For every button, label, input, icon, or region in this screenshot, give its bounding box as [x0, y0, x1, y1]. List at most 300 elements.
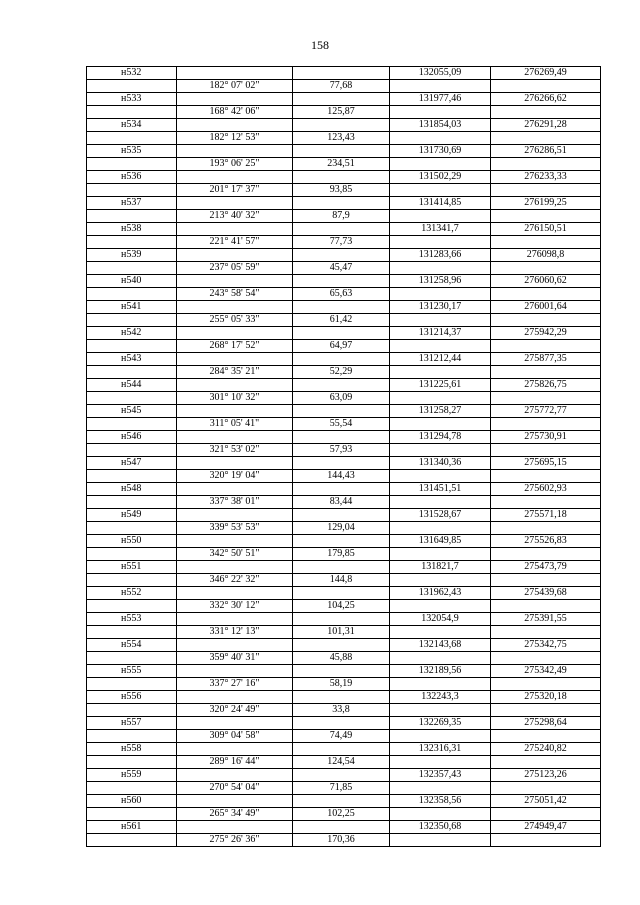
x-coordinate: 131502,29 — [390, 171, 491, 184]
segment-length: 129,04 — [293, 522, 390, 535]
direction-angle: 337° 38' 01" — [177, 496, 293, 509]
empty-cell — [177, 93, 293, 106]
segment-length: 74,49 — [293, 730, 390, 743]
point-row — [87, 145, 601, 158]
point-name: н533 — [87, 93, 177, 106]
empty-cell — [293, 535, 390, 548]
point-row — [87, 249, 601, 262]
segment-length: 179,85 — [293, 548, 390, 561]
y-coordinate: 275342,49 — [491, 665, 601, 678]
empty-cell — [293, 665, 390, 678]
empty-cell — [491, 678, 601, 691]
point-name: н538 — [87, 223, 177, 236]
empty-cell — [491, 626, 601, 639]
empty-cell — [491, 158, 601, 171]
segment-row — [87, 184, 601, 197]
empty-cell — [491, 652, 601, 665]
direction-angle: 337° 27' 16" — [177, 678, 293, 691]
direction-angle: 255° 05' 33" — [177, 314, 293, 327]
empty-cell — [293, 353, 390, 366]
empty-cell — [87, 834, 177, 847]
empty-cell — [177, 249, 293, 262]
coordinates-table-body — [87, 67, 601, 847]
empty-cell — [177, 197, 293, 210]
y-coordinate: 275571,18 — [491, 509, 601, 522]
x-coordinate: 132054,9 — [390, 613, 491, 626]
empty-cell — [390, 548, 491, 561]
segment-length: 83,44 — [293, 496, 390, 509]
empty-cell — [87, 236, 177, 249]
empty-cell — [491, 782, 601, 795]
point-row — [87, 93, 601, 106]
point-row — [87, 275, 601, 288]
empty-cell — [87, 626, 177, 639]
empty-cell — [491, 444, 601, 457]
segment-length: 63,09 — [293, 392, 390, 405]
empty-cell — [390, 496, 491, 509]
segment-length: 101,31 — [293, 626, 390, 639]
x-coordinate: 131225,61 — [390, 379, 491, 392]
empty-cell — [87, 158, 177, 171]
y-coordinate: 276266,62 — [491, 93, 601, 106]
segment-length: 52,29 — [293, 366, 390, 379]
point-name: н541 — [87, 301, 177, 314]
empty-cell — [390, 834, 491, 847]
x-coordinate: 131821,7 — [390, 561, 491, 574]
empty-cell — [390, 730, 491, 743]
empty-cell — [177, 119, 293, 132]
empty-cell — [491, 262, 601, 275]
x-coordinate: 131528,67 — [390, 509, 491, 522]
point-name: н545 — [87, 405, 177, 418]
empty-cell — [87, 496, 177, 509]
direction-angle: 309° 04' 58" — [177, 730, 293, 743]
empty-cell — [390, 184, 491, 197]
y-coordinate: 275320,18 — [491, 691, 601, 704]
empty-cell — [87, 574, 177, 587]
empty-cell — [293, 639, 390, 652]
y-coordinate: 275942,29 — [491, 327, 601, 340]
empty-cell — [390, 236, 491, 249]
empty-cell — [87, 600, 177, 613]
point-name: н546 — [87, 431, 177, 444]
point-row — [87, 769, 601, 782]
point-row — [87, 587, 601, 600]
empty-cell — [390, 392, 491, 405]
point-name: н550 — [87, 535, 177, 548]
empty-cell — [87, 106, 177, 119]
segment-length: 71,85 — [293, 782, 390, 795]
empty-cell — [293, 327, 390, 340]
empty-cell — [390, 132, 491, 145]
empty-cell — [491, 236, 601, 249]
point-name: н539 — [87, 249, 177, 262]
empty-cell — [491, 522, 601, 535]
empty-cell — [390, 418, 491, 431]
empty-cell — [87, 704, 177, 717]
empty-cell — [390, 80, 491, 93]
point-row — [87, 743, 601, 756]
segment-row — [87, 288, 601, 301]
empty-cell — [293, 587, 390, 600]
empty-cell — [177, 717, 293, 730]
segment-row — [87, 158, 601, 171]
y-coordinate: 276199,25 — [491, 197, 601, 210]
empty-cell — [87, 444, 177, 457]
x-coordinate: 131341,7 — [390, 223, 491, 236]
direction-angle: 339° 53' 53" — [177, 522, 293, 535]
empty-cell — [491, 730, 601, 743]
empty-cell — [293, 769, 390, 782]
empty-cell — [87, 314, 177, 327]
point-name: н534 — [87, 119, 177, 132]
point-name: н542 — [87, 327, 177, 340]
direction-angle: 270° 54' 04" — [177, 782, 293, 795]
page-number: 158 — [311, 38, 329, 52]
empty-cell — [177, 795, 293, 808]
empty-cell — [491, 366, 601, 379]
empty-cell — [293, 223, 390, 236]
direction-angle: 221° 41' 57" — [177, 236, 293, 249]
y-coordinate: 276291,28 — [491, 119, 601, 132]
empty-cell — [293, 795, 390, 808]
empty-cell — [177, 561, 293, 574]
direction-angle: 311° 05' 41" — [177, 418, 293, 431]
direction-angle: 201° 17' 37" — [177, 184, 293, 197]
empty-cell — [87, 782, 177, 795]
empty-cell — [390, 470, 491, 483]
empty-cell — [390, 808, 491, 821]
point-row — [87, 483, 601, 496]
y-coordinate: 276233,33 — [491, 171, 601, 184]
empty-cell — [390, 106, 491, 119]
empty-cell — [177, 769, 293, 782]
y-coordinate: 275526,83 — [491, 535, 601, 548]
x-coordinate: 131294,78 — [390, 431, 491, 444]
empty-cell — [390, 314, 491, 327]
empty-cell — [177, 483, 293, 496]
direction-angle: 265° 34' 49" — [177, 808, 293, 821]
empty-cell — [491, 600, 601, 613]
empty-cell — [177, 613, 293, 626]
segment-length: 87,9 — [293, 210, 390, 223]
y-coordinate: 275439,68 — [491, 587, 601, 600]
segment-row — [87, 574, 601, 587]
direction-angle: 243° 58' 54" — [177, 288, 293, 301]
point-name: н537 — [87, 197, 177, 210]
point-name: н540 — [87, 275, 177, 288]
segment-row — [87, 262, 601, 275]
segment-length: 45,47 — [293, 262, 390, 275]
empty-cell — [177, 275, 293, 288]
y-coordinate: 276269,49 — [491, 67, 601, 80]
segment-row — [87, 548, 601, 561]
direction-angle: 237° 05' 59" — [177, 262, 293, 275]
segment-length: 102,25 — [293, 808, 390, 821]
segment-row — [87, 496, 601, 509]
empty-cell — [177, 509, 293, 522]
segment-row — [87, 340, 601, 353]
empty-cell — [177, 223, 293, 236]
segment-length: 144,43 — [293, 470, 390, 483]
empty-cell — [491, 808, 601, 821]
empty-cell — [177, 535, 293, 548]
empty-cell — [293, 275, 390, 288]
direction-angle: 284° 35' 21" — [177, 366, 293, 379]
point-name: н558 — [87, 743, 177, 756]
empty-cell — [87, 652, 177, 665]
empty-cell — [491, 756, 601, 769]
empty-cell — [293, 379, 390, 392]
empty-cell — [177, 171, 293, 184]
direction-angle: 182° 07' 02" — [177, 80, 293, 93]
empty-cell — [87, 392, 177, 405]
empty-cell — [293, 249, 390, 262]
point-name: н553 — [87, 613, 177, 626]
point-row — [87, 535, 601, 548]
segment-row — [87, 470, 601, 483]
x-coordinate: 132358,56 — [390, 795, 491, 808]
empty-cell — [491, 418, 601, 431]
point-name: н555 — [87, 665, 177, 678]
y-coordinate: 276098,8 — [491, 249, 601, 262]
x-coordinate: 131212,44 — [390, 353, 491, 366]
empty-cell — [390, 444, 491, 457]
point-name: н554 — [87, 639, 177, 652]
x-coordinate: 132357,43 — [390, 769, 491, 782]
empty-cell — [177, 431, 293, 444]
direction-angle: 321° 53' 02" — [177, 444, 293, 457]
point-row — [87, 639, 601, 652]
direction-angle: 342° 50' 51" — [177, 548, 293, 561]
empty-cell — [491, 288, 601, 301]
y-coordinate: 276001,64 — [491, 301, 601, 314]
segment-length: 61,42 — [293, 314, 390, 327]
segment-row — [87, 366, 601, 379]
empty-cell — [177, 405, 293, 418]
point-row — [87, 717, 601, 730]
x-coordinate: 131283,66 — [390, 249, 491, 262]
segment-length: 124,54 — [293, 756, 390, 769]
segment-length: 234,51 — [293, 158, 390, 171]
y-coordinate: 276060,62 — [491, 275, 601, 288]
empty-cell — [177, 327, 293, 340]
empty-cell — [293, 821, 390, 834]
empty-cell — [390, 366, 491, 379]
x-coordinate: 132350,68 — [390, 821, 491, 834]
point-row — [87, 613, 601, 626]
empty-cell — [293, 457, 390, 470]
empty-cell — [390, 626, 491, 639]
direction-angle: 346° 22' 32" — [177, 574, 293, 587]
empty-cell — [87, 808, 177, 821]
segment-row — [87, 626, 601, 639]
empty-cell — [293, 561, 390, 574]
empty-cell — [390, 756, 491, 769]
empty-cell — [293, 717, 390, 730]
y-coordinate: 274949,47 — [491, 821, 601, 834]
x-coordinate: 131649,85 — [390, 535, 491, 548]
y-coordinate: 276286,51 — [491, 145, 601, 158]
coordinates-table — [86, 66, 601, 847]
segment-length: 123,43 — [293, 132, 390, 145]
x-coordinate: 131962,43 — [390, 587, 491, 600]
empty-cell — [390, 340, 491, 353]
y-coordinate: 276150,51 — [491, 223, 601, 236]
y-coordinate: 275240,82 — [491, 743, 601, 756]
empty-cell — [491, 574, 601, 587]
empty-cell — [491, 392, 601, 405]
empty-cell — [293, 431, 390, 444]
empty-cell — [87, 340, 177, 353]
empty-cell — [177, 639, 293, 652]
x-coordinate: 132243,3 — [390, 691, 491, 704]
segment-length: 77,68 — [293, 80, 390, 93]
empty-cell — [87, 210, 177, 223]
empty-cell — [293, 301, 390, 314]
empty-cell — [390, 782, 491, 795]
segment-row — [87, 704, 601, 717]
empty-cell — [491, 496, 601, 509]
point-name: н535 — [87, 145, 177, 158]
direction-angle: 289° 16' 44" — [177, 756, 293, 769]
empty-cell — [293, 93, 390, 106]
point-name: н560 — [87, 795, 177, 808]
y-coordinate: 275730,91 — [491, 431, 601, 444]
point-row — [87, 301, 601, 314]
segment-row — [87, 730, 601, 743]
y-coordinate: 275123,26 — [491, 769, 601, 782]
segment-row — [87, 834, 601, 847]
point-row — [87, 327, 601, 340]
point-row — [87, 457, 601, 470]
point-row — [87, 353, 601, 366]
empty-cell — [87, 80, 177, 93]
x-coordinate: 131214,37 — [390, 327, 491, 340]
x-coordinate: 131730,69 — [390, 145, 491, 158]
y-coordinate: 275695,15 — [491, 457, 601, 470]
empty-cell — [293, 119, 390, 132]
segment-row — [87, 652, 601, 665]
empty-cell — [177, 301, 293, 314]
segment-row — [87, 522, 601, 535]
point-name: н557 — [87, 717, 177, 730]
empty-cell — [491, 132, 601, 145]
empty-cell — [177, 353, 293, 366]
segment-length: 57,93 — [293, 444, 390, 457]
empty-cell — [87, 730, 177, 743]
y-coordinate: 275602,93 — [491, 483, 601, 496]
empty-cell — [87, 184, 177, 197]
empty-cell — [177, 587, 293, 600]
direction-angle: 193° 06' 25" — [177, 158, 293, 171]
empty-cell — [87, 678, 177, 691]
empty-cell — [491, 210, 601, 223]
empty-cell — [177, 821, 293, 834]
segment-length: 58,19 — [293, 678, 390, 691]
y-coordinate: 275877,35 — [491, 353, 601, 366]
segment-length: 144,8 — [293, 574, 390, 587]
empty-cell — [491, 548, 601, 561]
segment-row — [87, 808, 601, 821]
segment-length: 64,97 — [293, 340, 390, 353]
segment-row — [87, 80, 601, 93]
empty-cell — [293, 613, 390, 626]
point-name: н556 — [87, 691, 177, 704]
x-coordinate: 132143,68 — [390, 639, 491, 652]
segment-length: 45,88 — [293, 652, 390, 665]
segment-row — [87, 678, 601, 691]
x-coordinate: 131451,51 — [390, 483, 491, 496]
segment-length: 104,25 — [293, 600, 390, 613]
segment-row — [87, 132, 601, 145]
segment-row — [87, 782, 601, 795]
point-row — [87, 509, 601, 522]
empty-cell — [177, 457, 293, 470]
empty-cell — [293, 145, 390, 158]
direction-angle: 359° 40' 31" — [177, 652, 293, 665]
x-coordinate: 132189,56 — [390, 665, 491, 678]
point-row — [87, 431, 601, 444]
empty-cell — [390, 652, 491, 665]
point-name: н536 — [87, 171, 177, 184]
empty-cell — [491, 704, 601, 717]
point-name: н549 — [87, 509, 177, 522]
point-name: н552 — [87, 587, 177, 600]
empty-cell — [390, 262, 491, 275]
segment-length: 125,87 — [293, 106, 390, 119]
empty-cell — [293, 405, 390, 418]
empty-cell — [491, 340, 601, 353]
point-name: н548 — [87, 483, 177, 496]
empty-cell — [177, 145, 293, 158]
segment-length: 93,85 — [293, 184, 390, 197]
empty-cell — [390, 678, 491, 691]
empty-cell — [390, 600, 491, 613]
segment-length: 33,8 — [293, 704, 390, 717]
empty-cell — [390, 704, 491, 717]
direction-angle: 168° 42' 06" — [177, 106, 293, 119]
empty-cell — [87, 470, 177, 483]
segment-row — [87, 756, 601, 769]
segment-length: 170,36 — [293, 834, 390, 847]
x-coordinate: 131854,03 — [390, 119, 491, 132]
segment-row — [87, 600, 601, 613]
empty-cell — [293, 67, 390, 80]
empty-cell — [491, 314, 601, 327]
empty-cell — [87, 132, 177, 145]
empty-cell — [491, 80, 601, 93]
point-row — [87, 405, 601, 418]
y-coordinate: 275826,75 — [491, 379, 601, 392]
direction-angle: 301° 10' 32" — [177, 392, 293, 405]
empty-cell — [177, 743, 293, 756]
empty-cell — [491, 834, 601, 847]
y-coordinate: 275298,64 — [491, 717, 601, 730]
point-row — [87, 795, 601, 808]
y-coordinate: 275473,79 — [491, 561, 601, 574]
direction-angle: 182° 12' 53" — [177, 132, 293, 145]
empty-cell — [390, 522, 491, 535]
segment-length: 65,63 — [293, 288, 390, 301]
segment-row — [87, 210, 601, 223]
point-row — [87, 665, 601, 678]
segment-row — [87, 106, 601, 119]
empty-cell — [293, 171, 390, 184]
empty-cell — [491, 184, 601, 197]
empty-cell — [293, 691, 390, 704]
empty-cell — [177, 665, 293, 678]
